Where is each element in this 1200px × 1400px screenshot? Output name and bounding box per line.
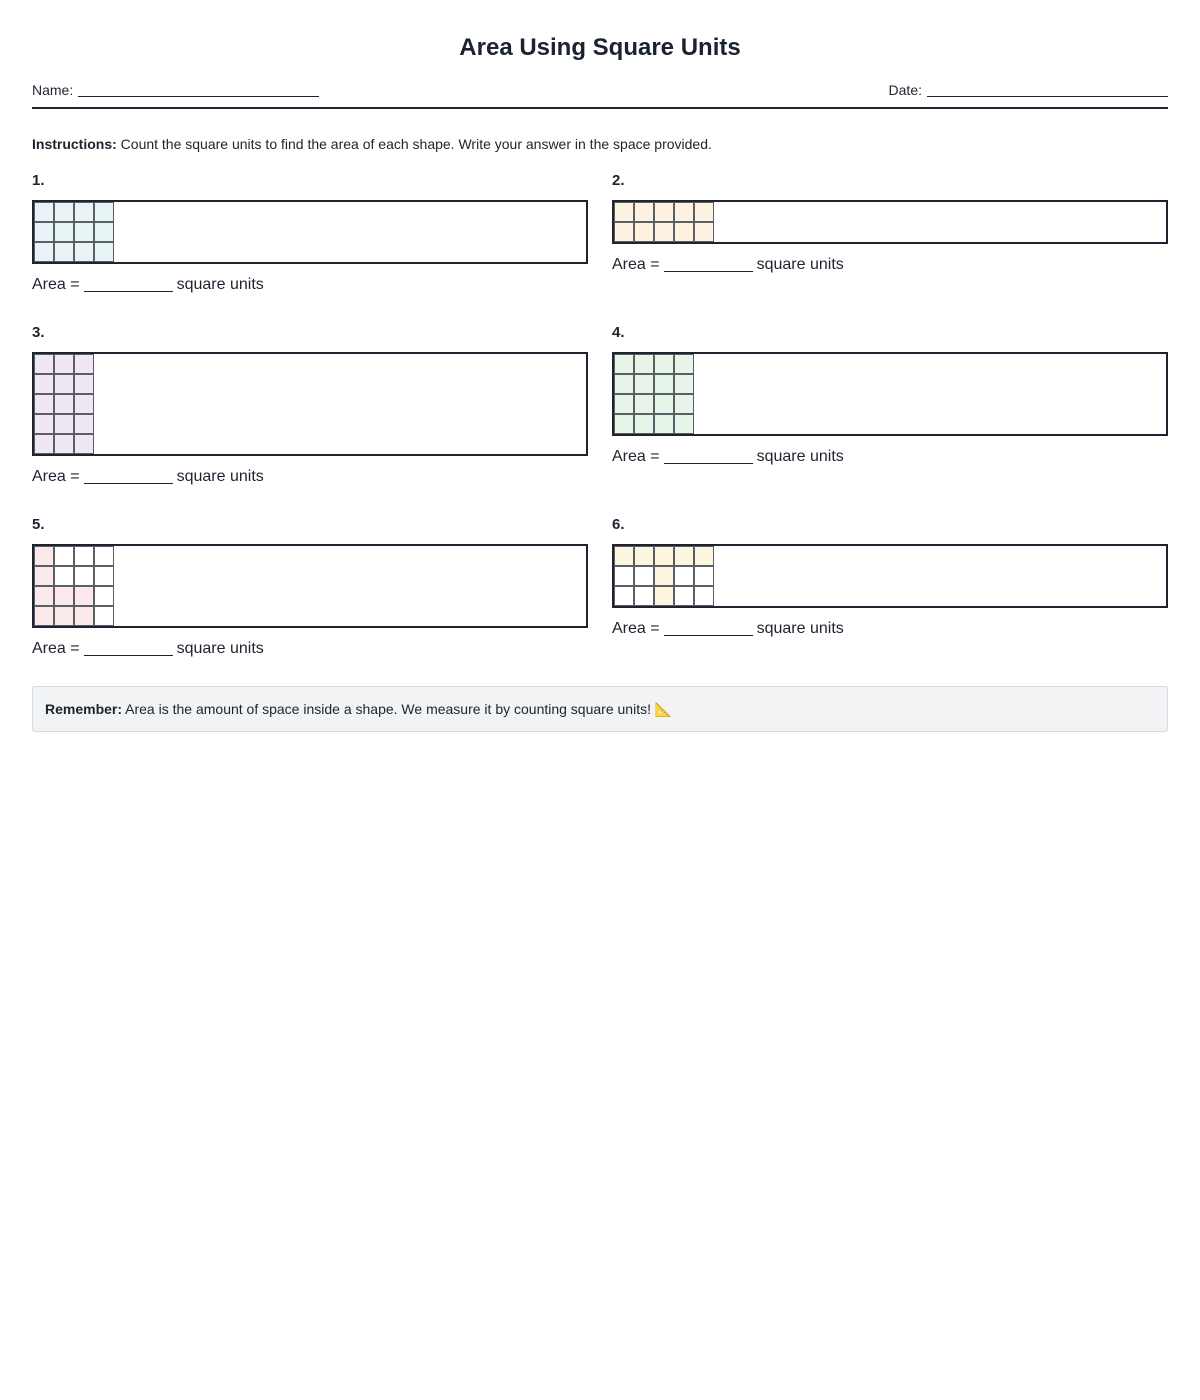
shape-frame bbox=[612, 352, 1168, 436]
square-unit bbox=[74, 374, 94, 394]
square-unit bbox=[54, 354, 74, 374]
remember-heading: Remember: bbox=[45, 701, 123, 717]
date-label: Date: bbox=[888, 82, 922, 98]
square-unit bbox=[614, 546, 634, 566]
square-unit bbox=[34, 606, 54, 626]
square-unit bbox=[54, 434, 74, 454]
square-unit bbox=[614, 394, 634, 414]
square-unit bbox=[634, 586, 654, 606]
answer-blank[interactable] bbox=[84, 467, 173, 484]
name-field[interactable] bbox=[32, 80, 319, 100]
square-unit bbox=[34, 586, 54, 606]
answer-blank[interactable] bbox=[84, 639, 173, 656]
square-unit bbox=[74, 354, 94, 374]
answer-suffix: square units bbox=[756, 448, 844, 465]
square-unit bbox=[94, 586, 114, 606]
square-unit bbox=[54, 586, 74, 606]
square-unit bbox=[94, 202, 114, 222]
square-unit bbox=[654, 222, 674, 242]
name-label: Name: bbox=[32, 82, 74, 98]
square-unit bbox=[634, 566, 654, 586]
square-unit bbox=[634, 222, 654, 242]
square-unit bbox=[694, 586, 714, 606]
answer-suffix: square units bbox=[176, 640, 264, 657]
header-divider bbox=[32, 107, 1168, 109]
square-unit bbox=[54, 374, 74, 394]
problem-number: 5. bbox=[32, 516, 45, 533]
answer-prefix: Area = bbox=[612, 448, 660, 465]
square-unit bbox=[614, 566, 634, 586]
square-unit bbox=[654, 354, 674, 374]
square-unit bbox=[674, 566, 694, 586]
answer-blank[interactable] bbox=[84, 275, 173, 292]
square-unit bbox=[74, 202, 94, 222]
square-unit bbox=[74, 566, 94, 586]
answer-prefix: Area = bbox=[612, 256, 660, 273]
square-unit bbox=[654, 202, 674, 222]
problem-number: 4. bbox=[612, 324, 625, 341]
square-unit bbox=[54, 606, 74, 626]
square-unit bbox=[94, 242, 114, 262]
square-unit bbox=[634, 354, 654, 374]
square-unit bbox=[34, 242, 54, 262]
square-unit bbox=[54, 202, 74, 222]
remember-note bbox=[32, 686, 1168, 732]
date-field[interactable] bbox=[889, 80, 1168, 100]
answer-suffix: square units bbox=[176, 276, 264, 293]
answer-suffix: square units bbox=[756, 620, 844, 637]
shape-frame bbox=[32, 544, 588, 628]
name-blank[interactable] bbox=[78, 80, 319, 97]
square-unit bbox=[674, 586, 694, 606]
square-unit bbox=[614, 374, 634, 394]
answer-blank[interactable] bbox=[664, 619, 753, 636]
square-unit bbox=[674, 202, 694, 222]
problem-number: 2. bbox=[612, 172, 625, 189]
square-unit bbox=[74, 606, 94, 626]
square-unit bbox=[614, 586, 634, 606]
square-unit bbox=[614, 202, 634, 222]
square-unit bbox=[694, 202, 714, 222]
square-unit bbox=[94, 546, 114, 566]
answer-line[interactable] bbox=[612, 255, 844, 275]
square-unit bbox=[634, 202, 654, 222]
square-unit bbox=[634, 394, 654, 414]
square-unit bbox=[54, 222, 74, 242]
answer-line[interactable] bbox=[32, 275, 264, 295]
problem-number: 3. bbox=[32, 324, 45, 341]
square-unit bbox=[54, 546, 74, 566]
square-unit bbox=[74, 546, 94, 566]
square-unit bbox=[654, 586, 674, 606]
square-unit bbox=[94, 222, 114, 242]
square-unit bbox=[674, 394, 694, 414]
shape-frame bbox=[612, 200, 1168, 244]
square-unit bbox=[654, 394, 674, 414]
square-unit bbox=[674, 354, 694, 374]
header-fields bbox=[32, 80, 1168, 100]
square-unit bbox=[674, 546, 694, 566]
square-unit bbox=[654, 566, 674, 586]
square-unit bbox=[34, 222, 54, 242]
square-unit bbox=[34, 546, 54, 566]
square-unit bbox=[74, 222, 94, 242]
square-unit bbox=[54, 394, 74, 414]
square-unit bbox=[674, 222, 694, 242]
square-unit bbox=[34, 566, 54, 586]
square-unit bbox=[634, 414, 654, 434]
square-unit bbox=[634, 546, 654, 566]
square-unit bbox=[74, 394, 94, 414]
square-grid bbox=[34, 354, 94, 454]
square-unit bbox=[94, 566, 114, 586]
answer-suffix: square units bbox=[176, 468, 264, 485]
answer-line[interactable] bbox=[32, 467, 264, 487]
answer-line[interactable] bbox=[32, 639, 264, 659]
answer-prefix: Area = bbox=[32, 640, 80, 657]
square-unit bbox=[614, 222, 634, 242]
square-grid bbox=[614, 202, 714, 242]
square-unit bbox=[34, 202, 54, 222]
square-unit bbox=[694, 222, 714, 242]
instructions-heading: Instructions: bbox=[32, 136, 117, 152]
answer-line[interactable] bbox=[612, 619, 844, 639]
square-unit bbox=[54, 566, 74, 586]
square-grid bbox=[614, 354, 694, 434]
square-unit bbox=[614, 354, 634, 374]
shape-frame bbox=[32, 352, 588, 456]
answer-line[interactable] bbox=[612, 447, 844, 467]
square-unit bbox=[674, 414, 694, 434]
square-unit bbox=[674, 374, 694, 394]
problem-number: 6. bbox=[612, 516, 625, 533]
square-unit bbox=[634, 374, 654, 394]
square-unit bbox=[74, 434, 94, 454]
instructions bbox=[32, 134, 1168, 154]
square-unit bbox=[654, 414, 674, 434]
square-unit bbox=[34, 374, 54, 394]
square-unit bbox=[74, 586, 94, 606]
square-unit bbox=[74, 242, 94, 262]
square-unit bbox=[54, 414, 74, 434]
date-blank[interactable] bbox=[927, 80, 1168, 97]
square-unit bbox=[34, 434, 54, 454]
square-unit bbox=[614, 414, 634, 434]
answer-suffix: square units bbox=[756, 256, 844, 273]
problem-number: 1. bbox=[32, 172, 45, 189]
instructions-text: Count the square units to find the area of each shape. Write your answer in the space provided. bbox=[116, 136, 712, 152]
square-unit bbox=[74, 414, 94, 434]
square-unit bbox=[654, 374, 674, 394]
square-unit bbox=[34, 354, 54, 374]
shape-frame bbox=[32, 200, 588, 264]
shape-frame bbox=[612, 544, 1168, 608]
answer-blank[interactable] bbox=[664, 447, 753, 464]
square-grid bbox=[34, 546, 114, 626]
square-unit bbox=[654, 546, 674, 566]
answer-prefix: Area = bbox=[32, 276, 80, 293]
square-unit bbox=[34, 414, 54, 434]
square-unit bbox=[34, 394, 54, 414]
answer-blank[interactable] bbox=[664, 255, 753, 272]
page-title: Area Using Square Units bbox=[459, 34, 741, 61]
square-unit bbox=[54, 242, 74, 262]
square-unit bbox=[694, 566, 714, 586]
square-unit bbox=[694, 546, 714, 566]
square-unit bbox=[94, 606, 114, 626]
remember-text: Area is the amount of space inside a shape. We measure it by counting square units! 📐 bbox=[122, 701, 673, 717]
answer-prefix: Area = bbox=[32, 468, 80, 485]
square-grid bbox=[34, 202, 114, 262]
answer-prefix: Area = bbox=[612, 620, 660, 637]
square-grid bbox=[614, 546, 714, 606]
